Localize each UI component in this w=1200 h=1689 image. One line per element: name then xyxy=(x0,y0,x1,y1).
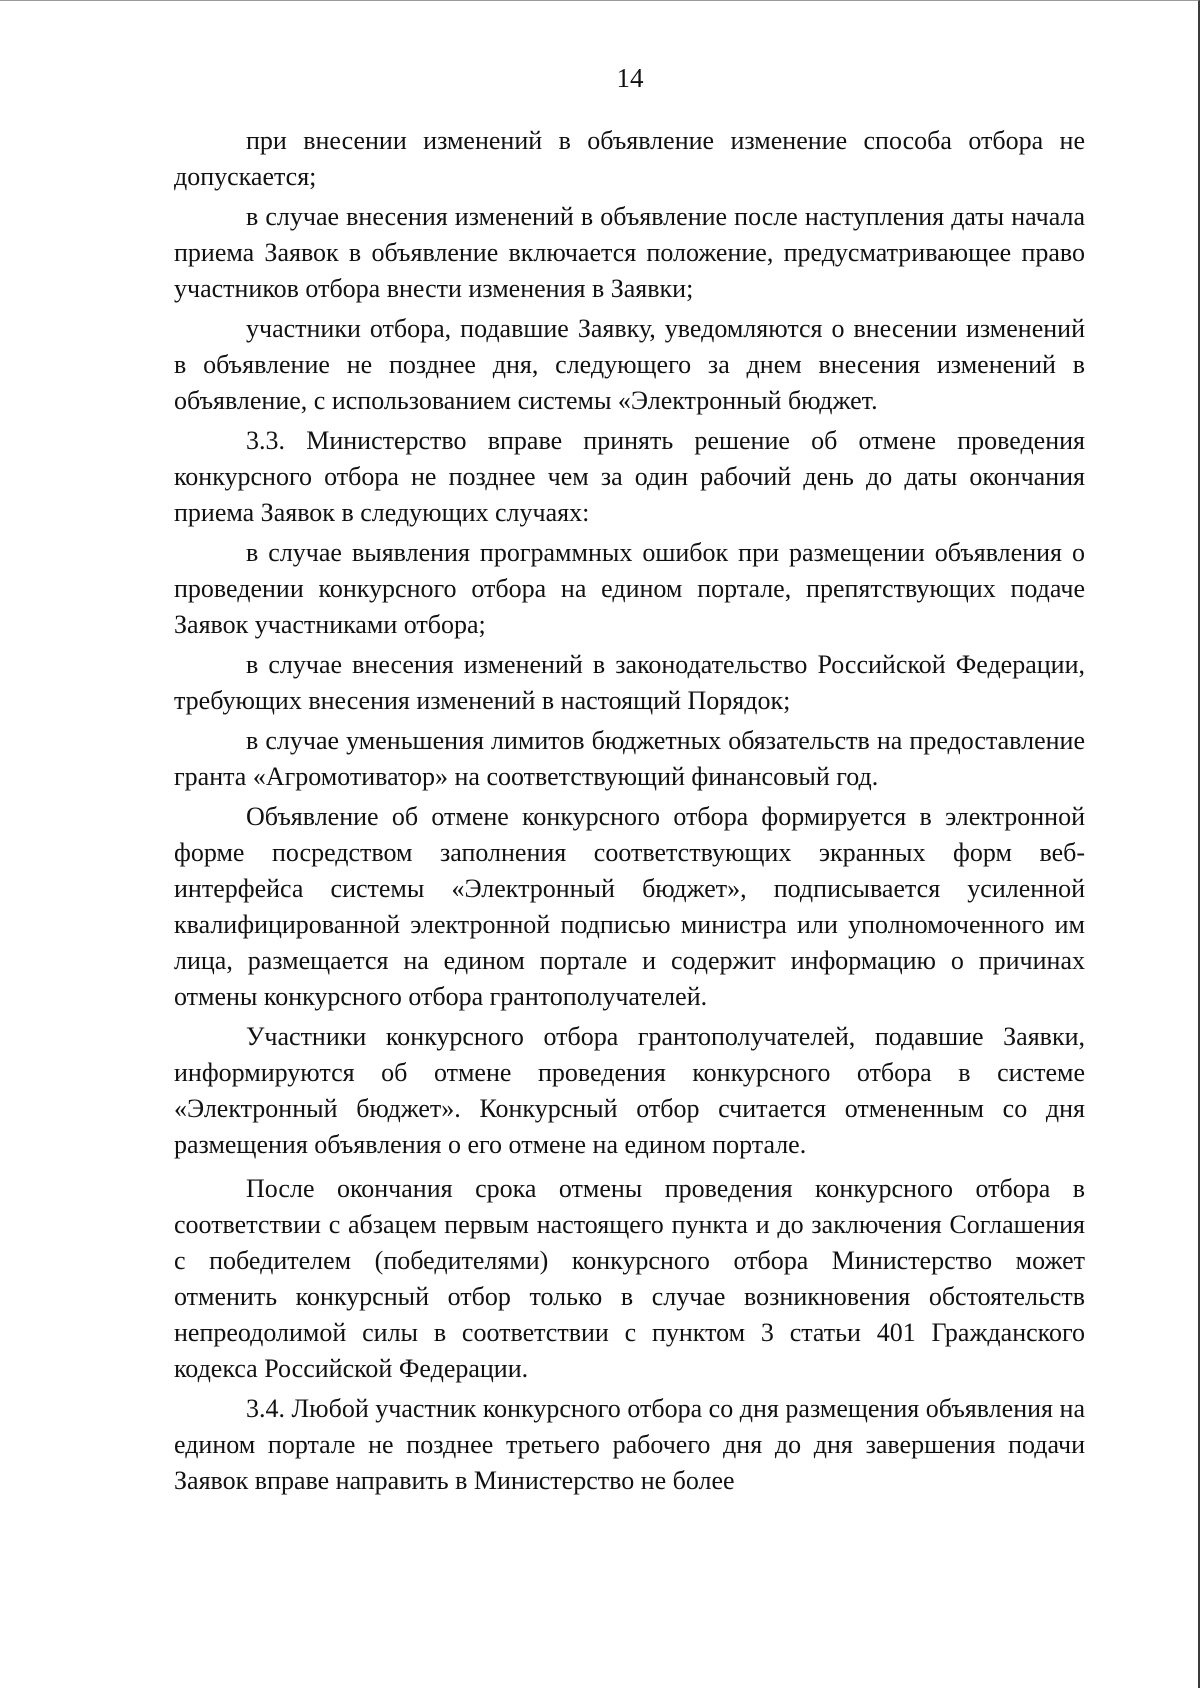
paragraph-8: Объявление об отмене конкурсного отбора формируется в электронной форме посредством заполнения соответствующих экранных форм веб-интерфейса системы «Электронный бюджет», подписывается усиленной квалифицированной электронной подписью министра или уполномоченного им лица, размещается на едином портале и содержит информацию о причинах отмены конкурсного отбора грантополучателей. xyxy=(174,802,1085,1011)
paragraph-7: в случае уменьшения лимитов бюджетных обязательств на предоставление гранта «Агромотиватор» на соответствующий финансовый год. xyxy=(174,726,1085,791)
document-body xyxy=(174,123,1085,1499)
paragraph-6: в случае внесения изменений в законодательство Российской Федерации, требующих внесения изменений в настоящий Порядок; xyxy=(174,650,1085,715)
page-number: 14 xyxy=(616,63,644,93)
paragraph-2: в случае внесения изменений в объявление после наступления даты начала приема Заявок в объявление включается положение, предусматривающее право участников отбора внести изменения в Заявки; xyxy=(174,202,1085,303)
paragraph-11: 3.4. Любой участник конкурсного отбора со дня размещения объявления на едином портале не позднее третьего рабочего дня до дня завершения подачи Заявок вправе направить в Министерство не более xyxy=(174,1394,1085,1495)
paragraph-4: 3.3. Министерство вправе принять решение об отмене проведения конкурсного отбора не позднее чем за один рабочий день до даты окончания приема Заявок в следующих случаях: xyxy=(174,426,1085,527)
paragraph-5: в случае выявления программных ошибок при размещении объявления о проведении конкурсного отбора на едином портале, препятствующих подаче Заявок участниками отбора; xyxy=(174,538,1085,639)
paragraph-3: участники отбора, подавшие Заявку, уведомляются о внесении изменений в объявление не позднее дня, следующего за днем внесения изменений в объявление, с использованием системы «Электронный бюджет. xyxy=(174,314,1085,415)
paragraph-10: После окончания срока отмены проведения конкурсного отбора в соответствии с абзацем первым настоящего пункта и до заключения Соглашения с победителем (победителями) конкурсного отбора Министерство может отменить конкурсный отбор только в случае возникновения обстоятельств непреодолимой силы в соответствии с пунктом 3 статьи 401 Гражданского кодекса Российской Федерации. xyxy=(174,1174,1085,1383)
paragraph-9: Участники конкурсного отбора грантополучателей, подавшие Заявки, информируются об отмене проведения конкурсного отбора в системе «Электронный бюджет». Конкурсный отбор считается отмененным со дня размещения объявления о его отмене на едином портале. xyxy=(174,1022,1085,1159)
paragraph-1: при внесении изменений в объявление изменение способа отбора не допускается; xyxy=(174,126,1085,191)
